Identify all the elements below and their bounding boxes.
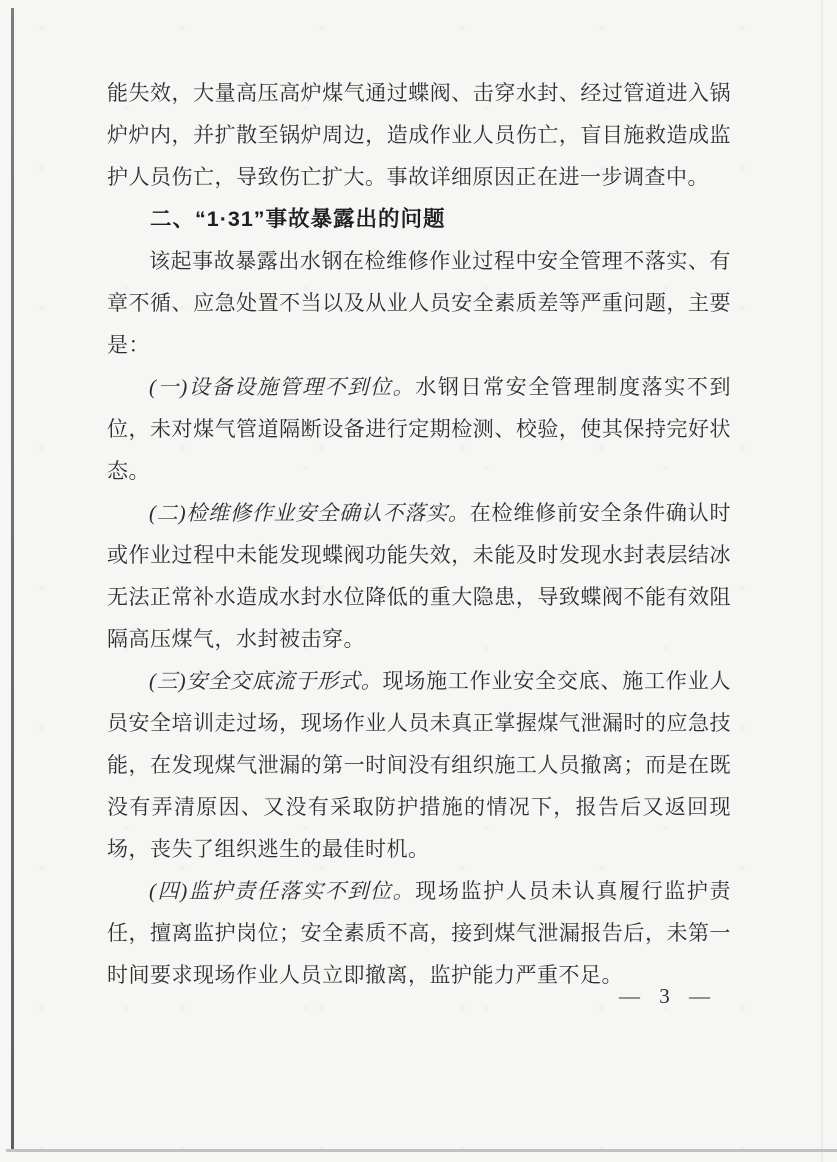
item-lead-1: (一)设备设施管理不到位。	[149, 375, 416, 399]
item-lead-4: (四)监护责任落实不到位。	[149, 879, 416, 903]
document-body	[107, 72, 731, 996]
item-lead-3: (三)安全交底流于形式。	[149, 669, 383, 693]
item-lead-2: (二)检维修作业安全确认不落实。	[149, 501, 470, 525]
section-heading: 二、“1·31”事故暴露出的问题	[150, 207, 446, 231]
item-text-4: 现场监护人员未认真履行监护责任，擅离监护岗位；安全素质不高，接到煤气泄漏报告后，未第一时间要求现场作业人员立即撤离，监护能力严重不足。	[107, 879, 731, 987]
intro-paragraph: 该起事故暴露出水钢在检维修作业过程中安全管理不落实、有章不循、应急处置不当以及从业人员安全素质差等严重问题，主要是：	[107, 249, 731, 357]
item-text-1: 水钢日常安全管理制度落实不到位，未对煤气管道隔断设备进行定期检测、校验，使其保持完好状态。	[107, 375, 731, 483]
scan-edge-left-line	[11, 8, 14, 1150]
item-text-2: 在检维修前安全条件确认时或作业过程中未能发现蝶阀功能失效，未能及时发现水封表层结冰无法正常补水造成水封水位降低的重大隐患，导致蝶阀不能有效阻隔高压煤气，水封被击穿。	[107, 501, 731, 651]
continuation-paragraph: 能失效，大量高压高炉煤气通过蝶阀、击穿水封、经过管道进入锅炉炉内，并扩散至锅炉周边，造成作业人员伤亡，盲目施救造成监护人员伤亡，导致伤亡扩大。事故详细原因正在进一步调查中。	[107, 81, 731, 189]
scan-edge-right-line	[821, 0, 823, 1162]
scan-edge-bottom-line	[6, 1149, 837, 1152]
item-paragraph-2	[107, 492, 731, 660]
item-text-3: 现场施工作业安全交底、施工作业人员安全培训走过场，现场作业人员未真正掌握煤气泄漏时的应急技能，在发现煤气泄漏的第一时间没有组织施工人员撤离；而是在既没有弄清原因、又没有采取防护措施的情况下，报告后又返回现场，丧失了组织逃生的最佳时机。	[107, 669, 731, 861]
item-paragraph-1	[107, 366, 731, 492]
item-paragraph-3	[107, 660, 731, 870]
item-paragraph-4	[107, 870, 731, 996]
page-number: — 3 —	[619, 984, 717, 1008]
